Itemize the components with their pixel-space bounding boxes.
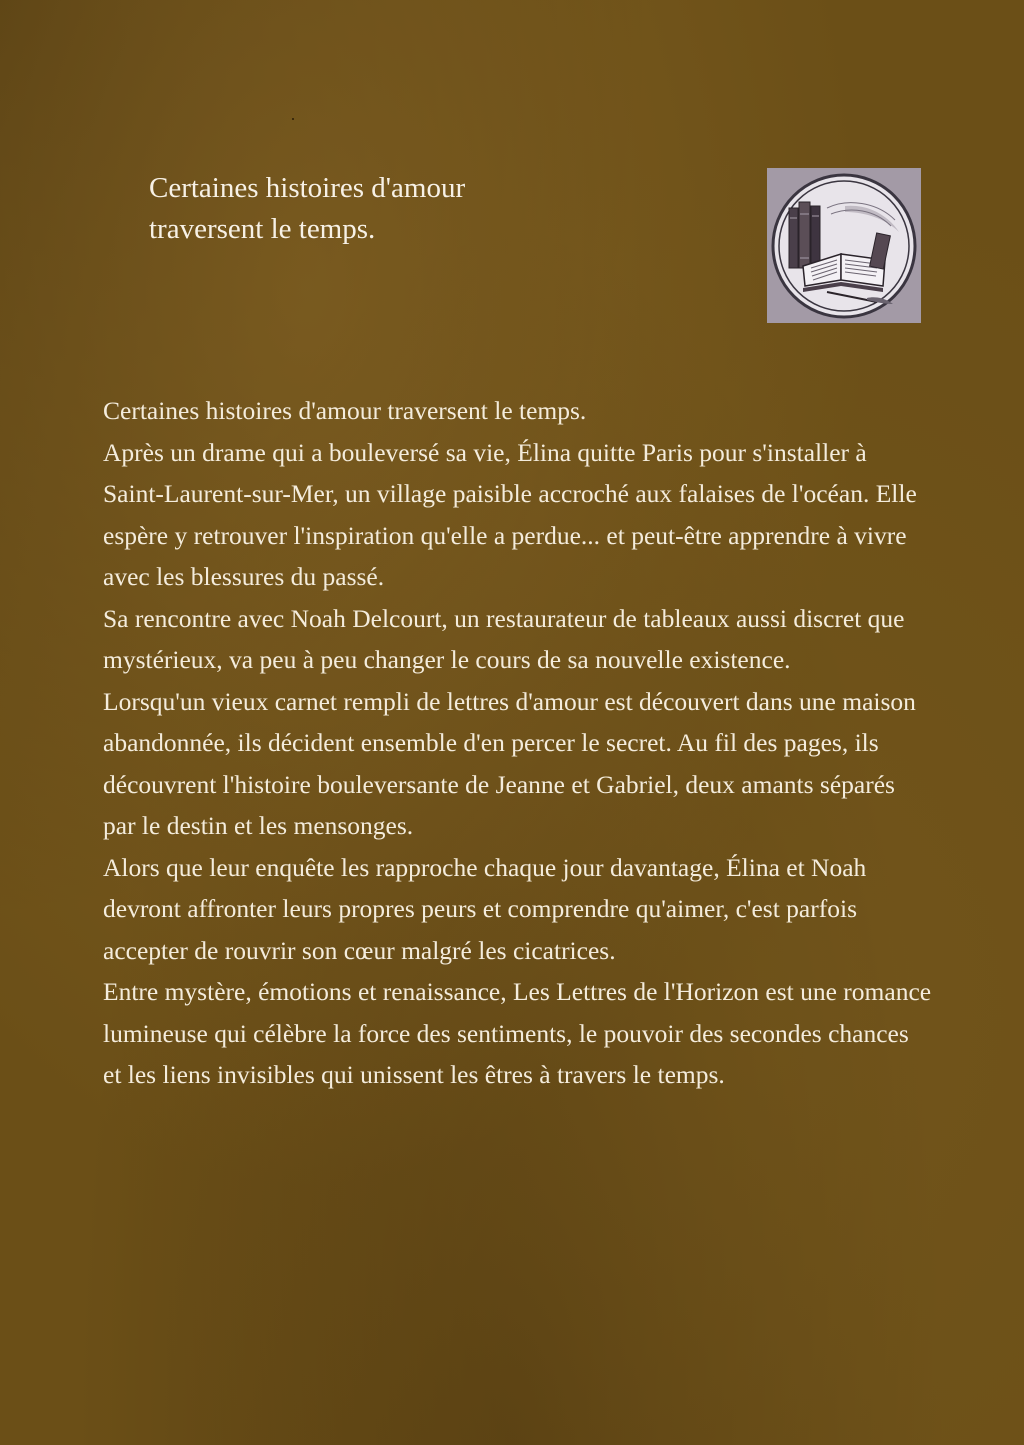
blurb-paragraph: Lorsqu'un vieux carnet rempli de lettres d'amour est découvert dans une maison abandonnée, ils décident ensemble d'en percer le secret. Au fil des pages, ils découvrent l'histoire bouleversante de Jeanne et Gabriel, deux amants séparés par le destin et les mensonges. <box>103 686 916 840</box>
open-book-with-stacked-books-and-quill-icon <box>767 168 921 323</box>
decorative-speck <box>292 118 294 120</box>
blurb-paragraph: Après un drame qui a bouleversé sa vie, Élina quitte Paris pour s'installer à Saint-Laurent-sur-Mer, un village paisible accroché aux falaises de l'océan. Elle espère y retrouver l'inspiration qu'elle a perdue... et peut-être apprendre à vivre avec les blessures du passé. <box>103 437 917 591</box>
blurb-paragraph: Alors que leur enquête les rapproche chaque jour davantage, Élina et Noah devront affronter leurs propres peurs et comprendre qu'aimer, c'est parfois accepter de rouvrir son cœur malgré les cicatrices. <box>103 852 867 965</box>
blurb-paragraph: Sa rencontre avec Noah Delcourt, un restaurateur de tableaux aussi discret que mystérieux, va peu à peu changer le cours de sa nouvelle existence. <box>103 603 905 674</box>
blurb-paragraph: Entre mystère, émotions et renaissance, Les Lettres de l'Horizon est une romance lumineuse qui célèbre la force des sentiments, le pouvoir des secondes chances et les liens invisibles qui unissent les êtres à travers le temps. <box>103 977 932 1089</box>
book-emblem <box>767 168 921 323</box>
back-cover-blurb <box>103 390 933 1096</box>
back-cover-tagline: Certaines histoires d'amour traversent le temps. <box>149 172 466 245</box>
blurb-paragraph: Certaines histoires d'amour traversent le temps. <box>103 396 587 425</box>
